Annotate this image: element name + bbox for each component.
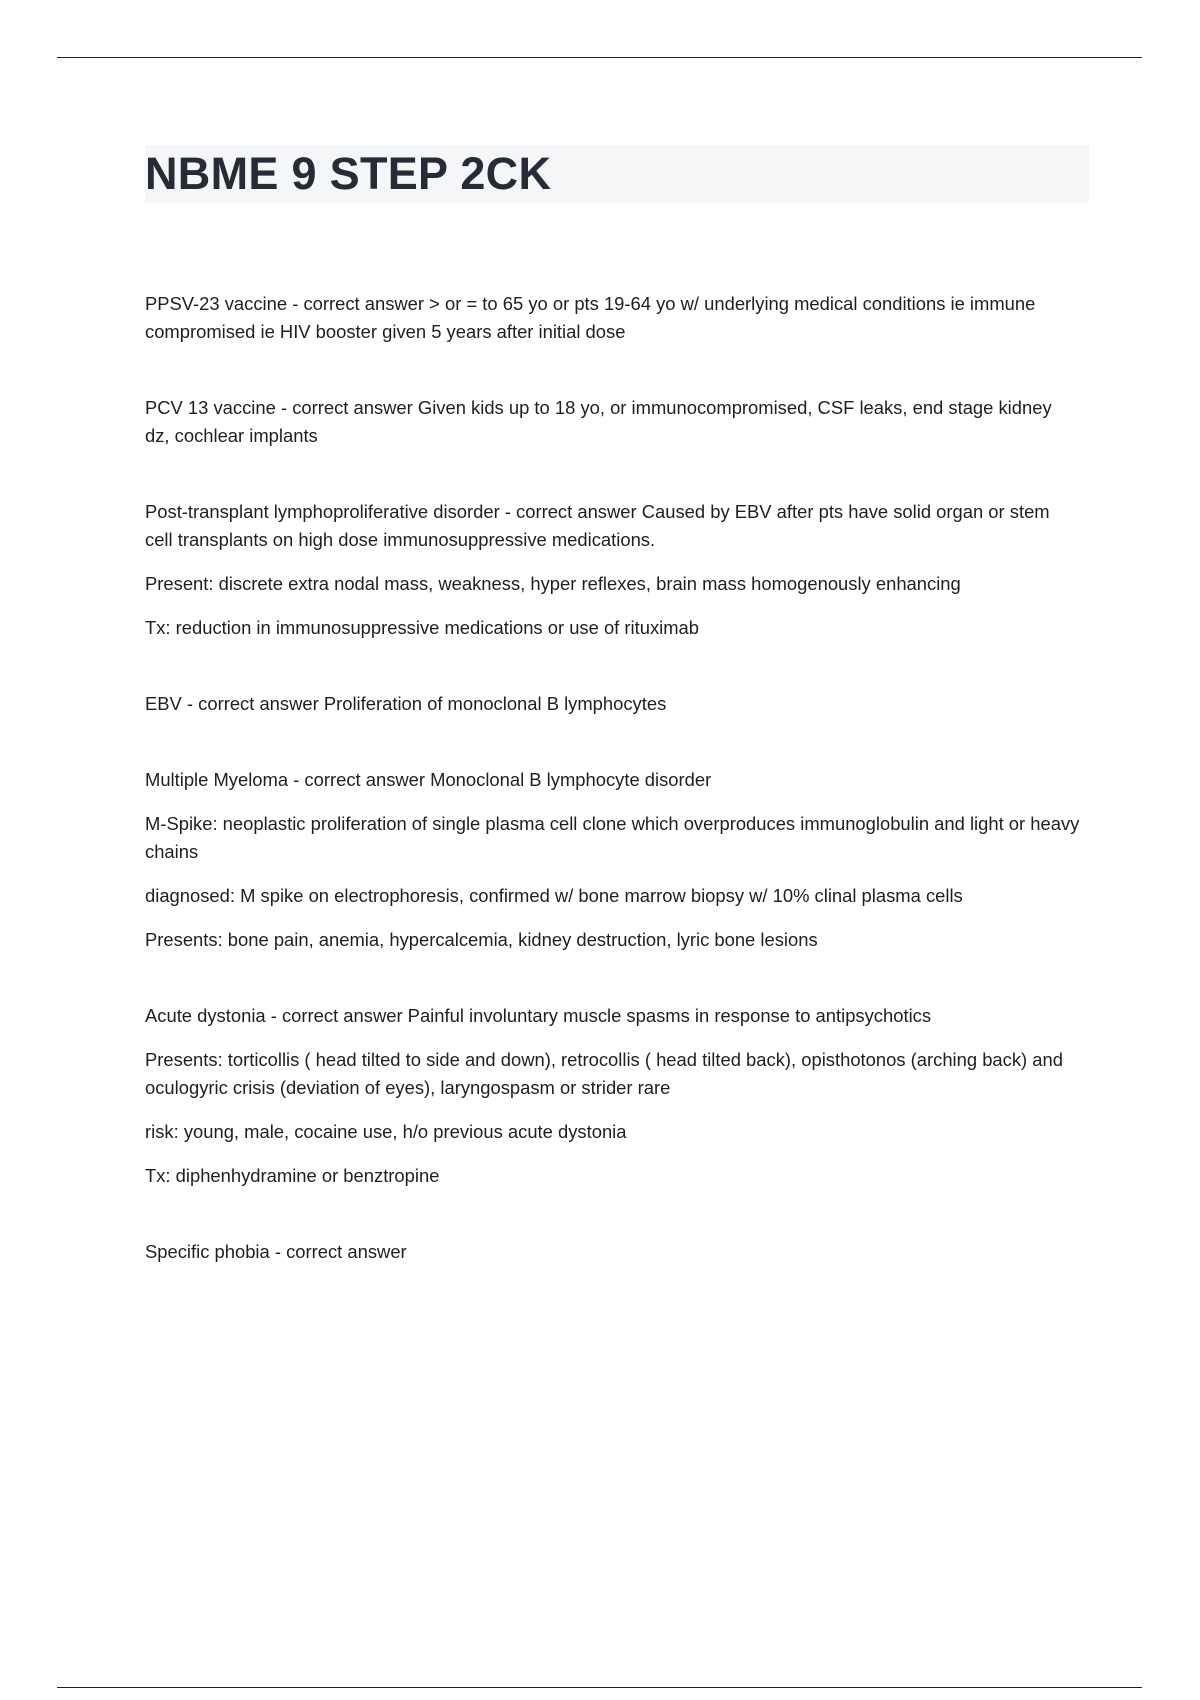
entry-paragraph: Post-transplant lymphoproliferative disorder - correct answer Caused by EBV after pts have solid organ or stem cell transplants on high dose immunosuppressive medications. bbox=[145, 501, 1050, 550]
entry-paragraph: Present: discrete extra nodal mass, weakness, hyper reflexes, brain mass homogenously enhancing bbox=[145, 573, 961, 594]
entry-paragraph: diagnosed: M spike on electrophoresis, confirmed w/ bone marrow biopsy w/ 10% clinal plasma cells bbox=[145, 885, 963, 906]
entry-paragraph: Acute dystonia - correct answer Painful involuntary muscle spasms in response to antipsychotics bbox=[145, 1005, 932, 1026]
entry-specific-phobia bbox=[145, 1238, 1080, 1266]
document-body bbox=[145, 290, 1080, 1314]
entry-pcv13-vaccine bbox=[145, 394, 1080, 450]
entry-paragraph: Presents: bone pain, anemia, hypercalcemia, kidney destruction, lyric bone lesions bbox=[145, 929, 818, 950]
document-title: NBME 9 STEP 2CK bbox=[145, 148, 552, 199]
entry-paragraph: EBV - correct answer Proliferation of monoclonal B lymphocytes bbox=[145, 693, 667, 714]
entry-multiple-myeloma bbox=[145, 766, 1080, 954]
entry-paragraph: Multiple Myeloma - correct answer Monoclonal B lymphocyte disorder bbox=[145, 769, 712, 790]
footer-divider bbox=[57, 1687, 1142, 1688]
entry-paragraph: Tx: reduction in immunosuppressive medications or use of rituximab bbox=[145, 617, 699, 638]
entry-paragraph: M-Spike: neoplastic proliferation of single plasma cell clone which overproduces immunoglobulin and light or heavy chains bbox=[145, 813, 1080, 862]
entry-paragraph: Tx: diphenhydramine or benztropine bbox=[145, 1165, 440, 1186]
entry-paragraph: Specific phobia - correct answer bbox=[145, 1241, 407, 1262]
entry-paragraph: PCV 13 vaccine - correct answer Given kids up to 18 yo, or immunocompromised, CSF leaks, end stage kidney dz, cochlear implants bbox=[145, 397, 1052, 446]
entry-post-transplant-lymphoproliferative-disorder bbox=[145, 498, 1080, 642]
entry-paragraph: Presents: torticollis ( head tilted to side and down), retrocollis ( head tilted back), opisthotonos (arching back) and oculogyric crisis (deviation of eyes), laryngospasm or strider rare bbox=[145, 1049, 1063, 1098]
entry-paragraph: PPSV-23 vaccine - correct answer > or = to 65 yo or pts 19-64 yo w/ underlying medical conditions ie immune compromised ie HIV booster given 5 years after initial dose bbox=[145, 293, 1036, 342]
entry-ppsv23-vaccine bbox=[145, 290, 1080, 346]
entry-paragraph: risk: young, male, cocaine use, h/o previous acute dystonia bbox=[145, 1121, 627, 1142]
header-divider bbox=[57, 57, 1142, 58]
entry-acute-dystonia bbox=[145, 1002, 1080, 1190]
entry-ebv bbox=[145, 690, 1080, 718]
